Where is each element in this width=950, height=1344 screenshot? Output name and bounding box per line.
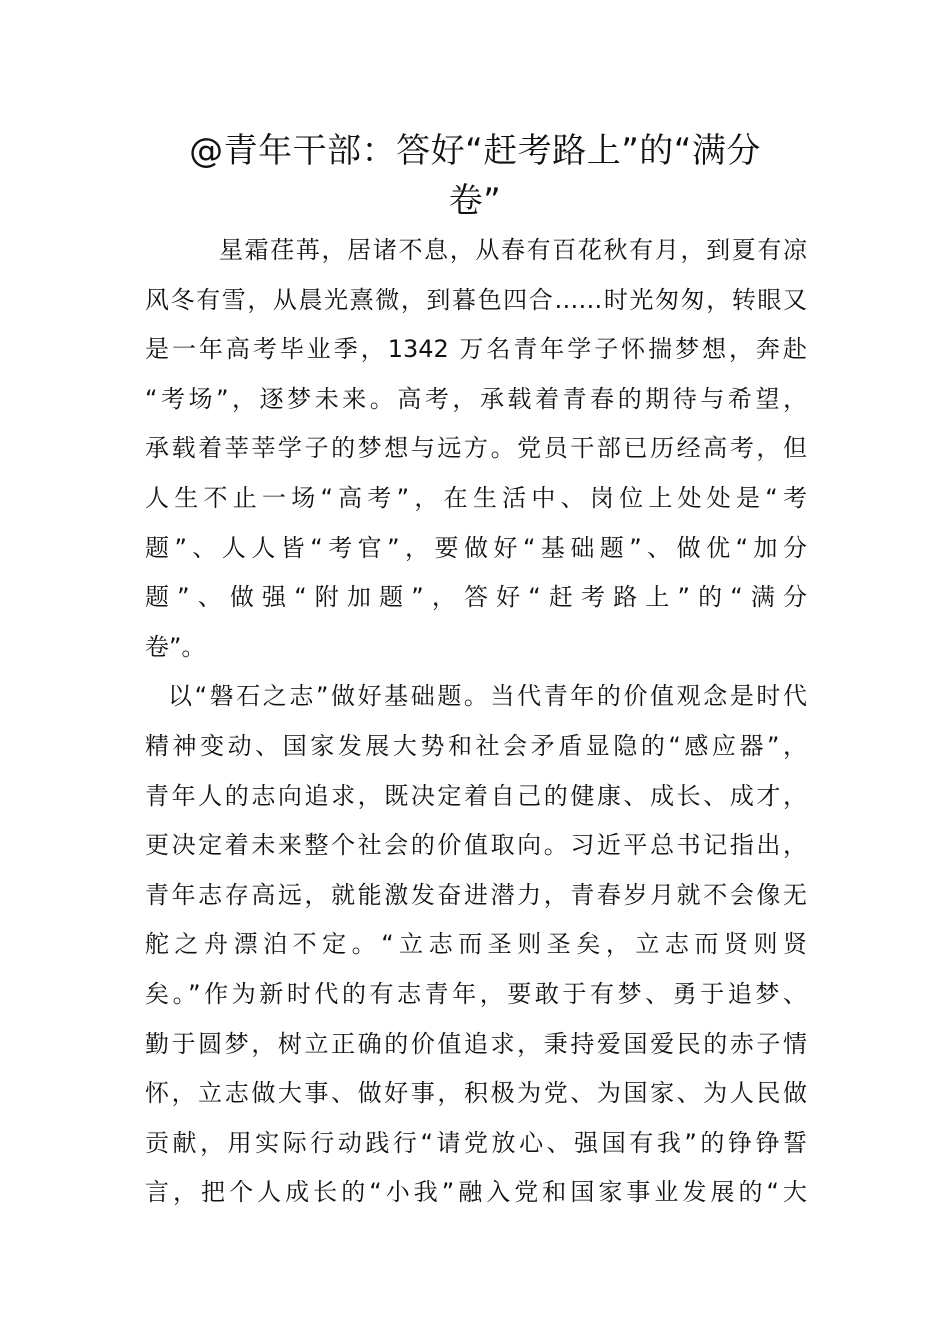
paragraph-1-line-9: 卷”。 [145,632,206,661]
paragraph-2-line-10: 贡献，用实际行动践行“请党放心、强国有我”的铮铮誓 [145,1128,807,1157]
paragraph-2-line-8: 勤于圆梦，树立正确的价值追求，秉持爱国爱民的赤子情 [145,1029,807,1058]
title-line-1: @青年干部：答好“赶考路上”的“满分 [189,131,761,171]
paragraph-1-line-7: 题”、人人皆“考官”，要做好“基础题”、做优“加分 [145,533,807,562]
paragraph-1-line-3: 是一年高考毕业季，1342 万名青年学子怀揣梦想，奔赴 [145,335,807,364]
title-line-2: 卷” [448,181,502,221]
paragraph-2-line-6: 舵之舟漂泊不定。“立志而圣则圣矣，立志而贤则贤 [145,930,807,959]
paragraph-2-line-11: 言，把个人成长的“小我”融入党和国家事业发展的“大 [145,1178,807,1207]
paragraph-2-line-9: 怀，立志做大事、做好事，积极为党、为国家、为人民做 [145,1079,807,1108]
paragraph-1-line-4: “考场”，逐梦未来。高考，承载着青春的期待与希望， [145,384,807,413]
paragraph-1-line-1: 星霜荏苒，居诸不息，从春有百花秋有月，到夏有凉 [219,236,807,264]
paragraph-1-line-5: 承载着莘莘学子的梦想与远方。党员干部已历经高考，但 [145,434,807,463]
paragraph-1-line-6: 人生不止一场“高考”，在生活中、岗位上处处是“考 [145,483,807,512]
document-title [145,126,805,226]
paragraph-1-line-8: 题”、做强“附加题”，答好“赶考路上”的“满分 [145,583,807,612]
paragraph-1-line-2: 风冬有雪，从晨光熹微，到暮色四合……时光匆匆，转眼又 [145,285,807,314]
paragraph-2-line-5: 青年志存高远，就能激发奋进潜力，青春岁月就不会像无 [145,880,807,909]
paragraph-2-line-2: 精神变动、国家发展大势和社会矛盾显隐的“感应器”， [145,731,807,760]
document-body [145,226,807,1218]
paragraph-2-line-3: 青年人的志向追求，既决定着自己的健康、成长、成才， [145,781,807,810]
paragraph-2-line-1: 以“磐石之志”做好基础题。当代青年的价值观念是时代 [168,682,807,711]
paragraph-2-line-7: 矣。”作为新时代的有志青年，要敢于有梦、勇于追梦、 [145,979,807,1008]
paragraph-2-line-4: 更决定着未来整个社会的价值取向。习近平总书记指出， [145,831,807,860]
